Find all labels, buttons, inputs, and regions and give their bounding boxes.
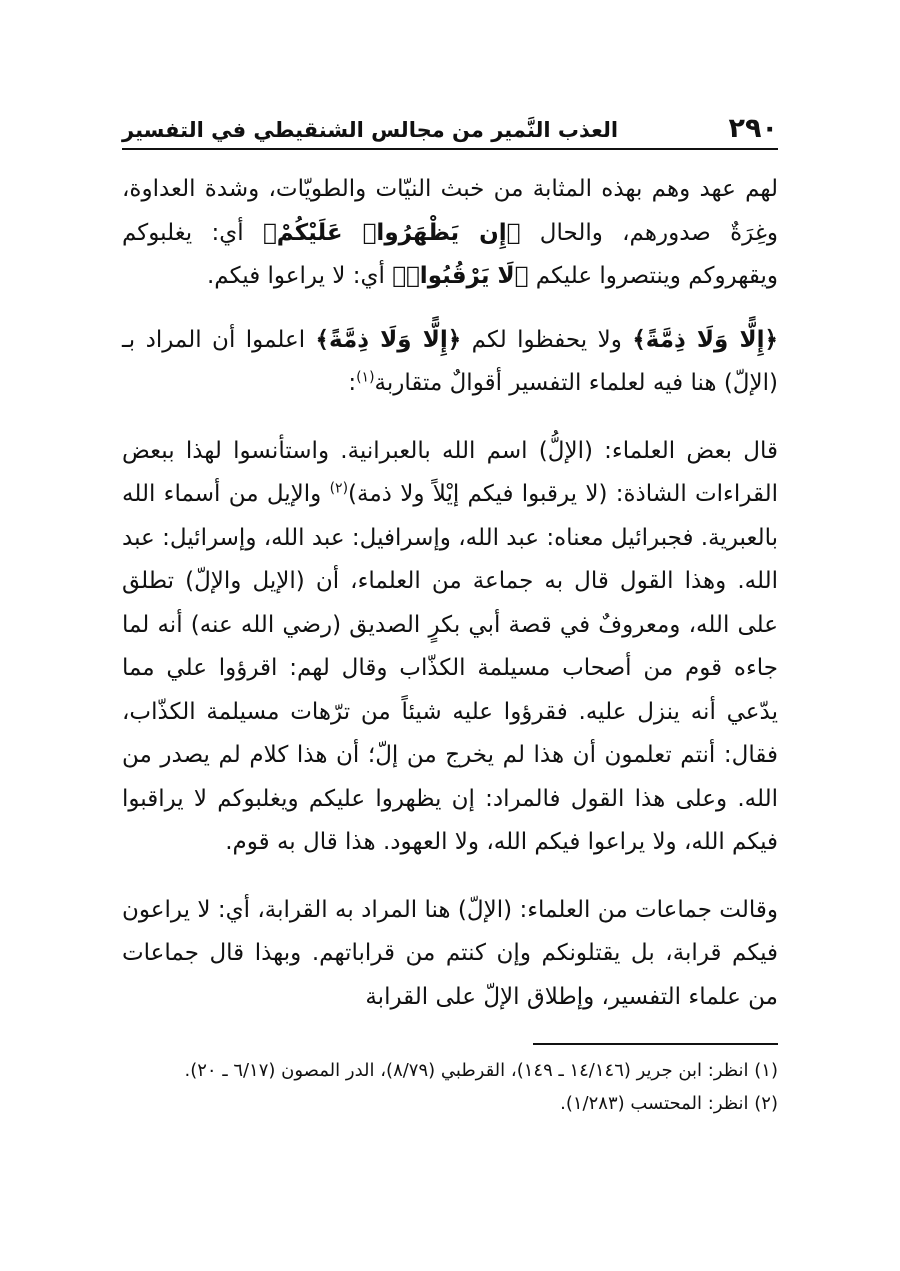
paragraph-4: وقالت جماعات من العلماء: (الإلّ) هنا المراد به القرابة، أي: لا يراعون فيكم قرابة، بل يقتلونكم وإن كنتم من قراباتهم. وبهذا قال جماعات من علماء التفسير، وإطلاق الإلّ على القرابة (122, 896, 778, 1010)
footnote-divider (533, 1043, 778, 1045)
footnotes (122, 1054, 778, 1120)
text-run: والإيل من أسماء الله بالعبرية. فجبرائيل معناه: عبد الله، وإسرافيل: عبد الله، وإسرائيل: عبد الله. وهذا القول قال به جماعة من العلماء، أن (الإيل والإلّ) تطلق على الله، ومعروفٌ في قصة أبي بكرٍ الصديق (رضي الله عنه) أنه لما جاءه قوم من أصحاب مسيلمة الكذّاب وقال لهم: اقرؤوا علي مما يدّعي أنه ينزل عليه. فقرؤوا عليه شيئاً من ترّهات مسيلمة الكذّاب، فقال: أنتم تعلمون أن هذا لم يخرج من إلّ؛ أن هذا كلام لم يصدر من الله. وعلى هذا القول فالمراد: إن يظهروا عليكم ويغلبوكم لا يراقبوا فيكم الله، ولا يراعوا فيكم الله، ولا العهود. هذا قال به قوم. (122, 481, 778, 855)
quran-quote: ﴿لَا يَرْقُبُوا۟﴾ (392, 263, 529, 289)
footnote-ref-2[interactable]: (٢) (329, 480, 349, 497)
quran-quote: ﴿إِن يَظْهَرُوا۟ عَلَيْكُمْ﴾ (262, 219, 521, 246)
page-number: ٢٩٠ (728, 113, 778, 144)
text-run: قال بعض العلماء: (الإلُّ) اسم الله بالعبرانية. واستأنسوا لهذا ببعض القراءات الشاذة: (لا يرقبوا فيكم إيْلاً ولا ذمة) (122, 437, 778, 507)
quran-quote: ﴿إِلًّا وَلَا ذِمَّةً﴾ (315, 326, 462, 353)
text-run: أي: يغلبوكم ويقهروكم وينتصروا عليكم (122, 219, 778, 289)
quran-quote: ﴿إِلًّا وَلَا ذِمَّةً﴾ (632, 326, 778, 353)
text-run: أي: لا يراعوا فيكم. (206, 263, 393, 289)
running-header (122, 108, 778, 150)
footnote-2: (٢) انظر: المحتسب (١/٢٨٣). (560, 1093, 778, 1114)
paragraph-3 (122, 430, 778, 865)
text-run: لهم عهد وهم بهذه المثابة من خبث النيّات والطويّات، وشدة العداوة، وغِرَةٌ صدورهم، والحال (122, 176, 778, 246)
text-run: ولا يحفظوا لكم (461, 326, 633, 353)
footnote-ref-1[interactable]: (١) (356, 369, 375, 386)
paragraph-2 (122, 319, 778, 406)
paragraph-1 (122, 168, 778, 299)
book-title: العذب النَّمير من مجالس الشنقيطي في التفسير (122, 118, 619, 142)
text-run: : (348, 370, 357, 396)
text-run: اعلموا أن المراد بـ (الإلّ) هنا فيه لعلماء التفسير أقوالٌ متقاربة (122, 326, 778, 396)
main-text (122, 168, 778, 1019)
footnote-1: (١) انظر: ابن جرير (١٤/١٤٦ ـ ١٤٩)، القرطبي (٨/٧٩)، الدر المصون (٦/١٧ ـ ٢٠). (184, 1060, 778, 1081)
